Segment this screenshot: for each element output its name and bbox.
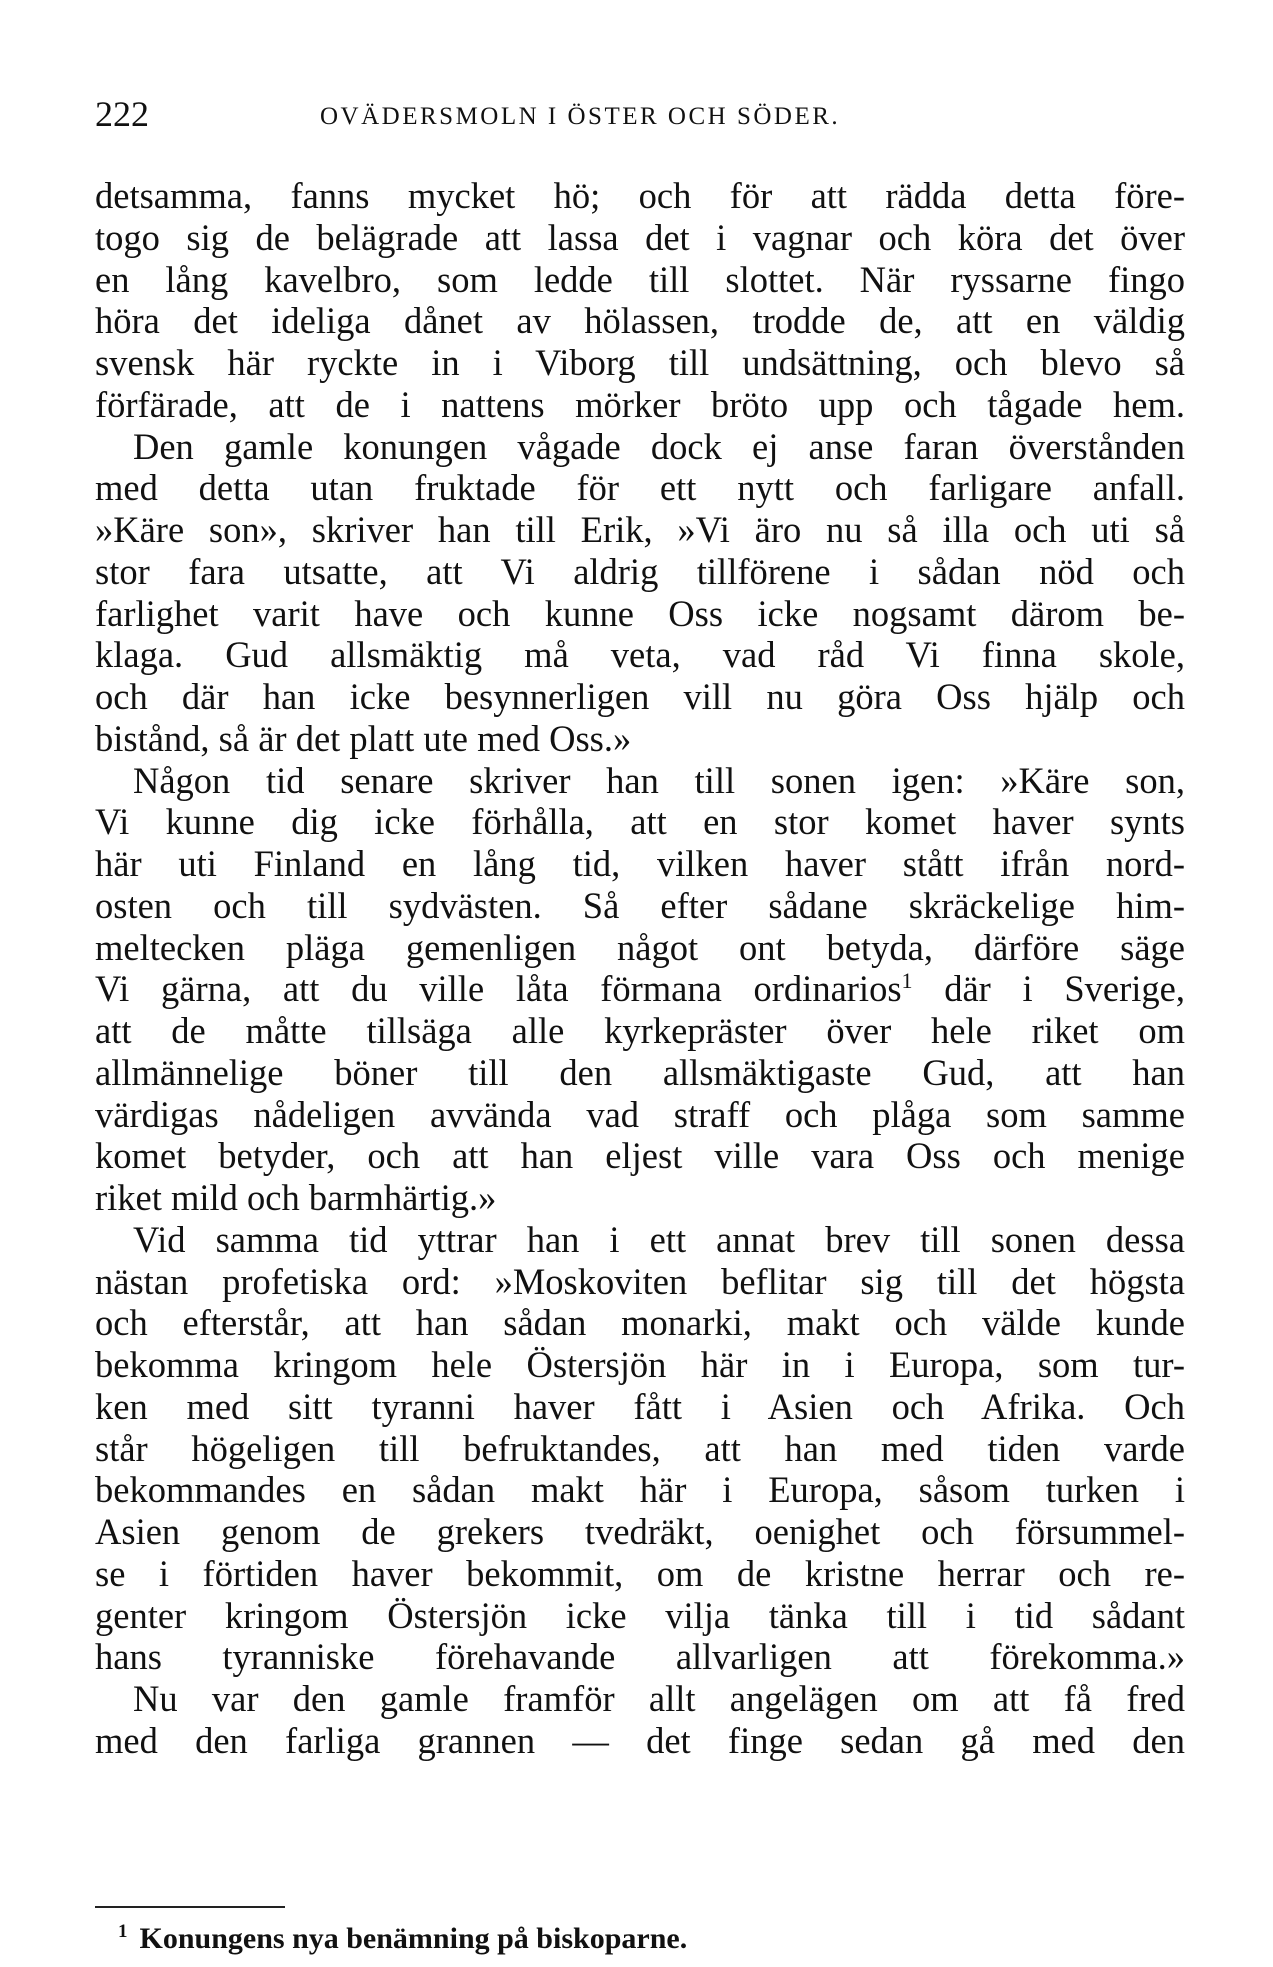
text-segment: Vi gärna, att du ville låta förmana ordinarios [95, 968, 902, 1010]
text-line: och efterstår, att han sådan monarki, makt och välde kunde [95, 1302, 1185, 1344]
text-line: bistånd, så är det platt ute med Oss.» [95, 717, 632, 759]
text-line-with-footnote-ref [95, 968, 1185, 1010]
text-line: hans tyranniske förehavande allvarligen att förekomma.» [95, 1636, 1185, 1678]
text-line: en lång kavelbro, som ledde till slottet. När ryssarne fingo [95, 258, 1185, 300]
text-line: komet betyder, och att han eljest ville vara Oss och menige [95, 1135, 1185, 1177]
text-line: allmännelige böner till den allsmäktigaste Gud, att han [95, 1051, 1185, 1093]
text-line: genter kringom Östersjön icke vilja tänka till i tid sådant [95, 1594, 1185, 1636]
text-line: och där han icke besynnerligen vill nu göra Oss hjälp och [95, 676, 1185, 717]
text-line: »Käre son», skriver han till Erik, »Vi äro nu så illa och uti så [95, 509, 1185, 550]
running-head: OVÄDERSMOLN I ÖSTER OCH SÖDER. [320, 103, 841, 130]
footnote-reference: 1 [901, 968, 913, 994]
page-number: 222 [95, 94, 149, 134]
text-line: förfärade, att de i nattens mörker bröto upp och tågade hem. [95, 383, 1185, 425]
body-text [95, 175, 1185, 1762]
text-line: att de måtte tillsäga alle kyrkepräster över hele riket om [95, 1010, 1185, 1051]
text-line: Någon tid senare skriver han till sonen igen: »Käre son, [133, 759, 1185, 801]
text-line: stor fara utsatte, att Vi aldrig tillförene i sådan nöd och [95, 550, 1185, 592]
text-line: med den farliga grannen — det finge sedan gå med den [95, 1719, 1185, 1761]
text-line: Den gamle konungen vågade dock ej anse faran överstånden [133, 425, 1185, 467]
text-line: höra det ideliga dånet av hölassen, trodde de, att en väldig [95, 300, 1185, 342]
text-line: Nu var den gamle framför allt angelägen om att få fred [133, 1678, 1185, 1719]
text-line: står högeligen till befruktandes, att han med tiden varde [95, 1427, 1185, 1469]
text-line: nästan profetiska ord: »Moskoviten beflitar sig till det högsta [95, 1260, 1185, 1302]
footnote-rule [95, 1906, 285, 1908]
text-line: farlighet varit have och kunne Oss icke nogsamt därom be- [95, 592, 1185, 634]
text-line: bekommandes en sådan makt här i Europa, såsom turken i [95, 1469, 1185, 1511]
text-line: ken med sitt tyranni haver fått i Asien och Afrika. Och [95, 1385, 1185, 1427]
text-line: riket mild och barmhärtig.» [95, 1177, 497, 1218]
text-line: här uti Finland en lång tid, vilken haver stått ifrån nord- [95, 843, 1185, 884]
footnote [118, 1920, 687, 1958]
footnote-marker: 1 [118, 1921, 128, 1942]
text-line: klaga. Gud allsmäktig må veta, vad råd Vi finna skole, [95, 634, 1185, 676]
footnote-text: Konungens nya benämning på biskoparne. [139, 1922, 688, 1955]
text-line: Vi kunne dig icke förhålla, att en stor komet haver synts [95, 801, 1185, 843]
text-line: svensk här ryckte in i Viborg till undsättning, och blevo så [95, 342, 1185, 383]
text-line: meltecken pläga gemenligen något ont betyda, därföre säge [95, 926, 1185, 968]
page-header [95, 92, 1185, 142]
text-line: bekomma kringom hele Östersjön här in i Europa, som tur- [95, 1344, 1185, 1385]
text-line: värdigas nådeligen avvända vad straff och plåga som samme [95, 1093, 1185, 1135]
text-line: togo sig de belägrade att lassa det i vagnar och köra det över [95, 216, 1185, 258]
text-line: Vid samma tid yttrar han i ett annat brev till sonen dessa [133, 1218, 1185, 1260]
text-line: Asien genom de grekers tvedräkt, oenighet och försummel- [95, 1511, 1185, 1552]
text-line: se i förtiden haver bekommit, om de kristne herrar och re- [95, 1552, 1185, 1594]
text-segment: där i Sverige, [912, 968, 1185, 1010]
text-line: detsamma, fanns mycket hö; och för att rädda detta före- [95, 175, 1185, 216]
text-line: osten och till sydvästen. Så efter sådane skräckelige him- [95, 884, 1185, 926]
text-line: med detta utan fruktade för ett nytt och farligare anfall. [95, 467, 1185, 509]
